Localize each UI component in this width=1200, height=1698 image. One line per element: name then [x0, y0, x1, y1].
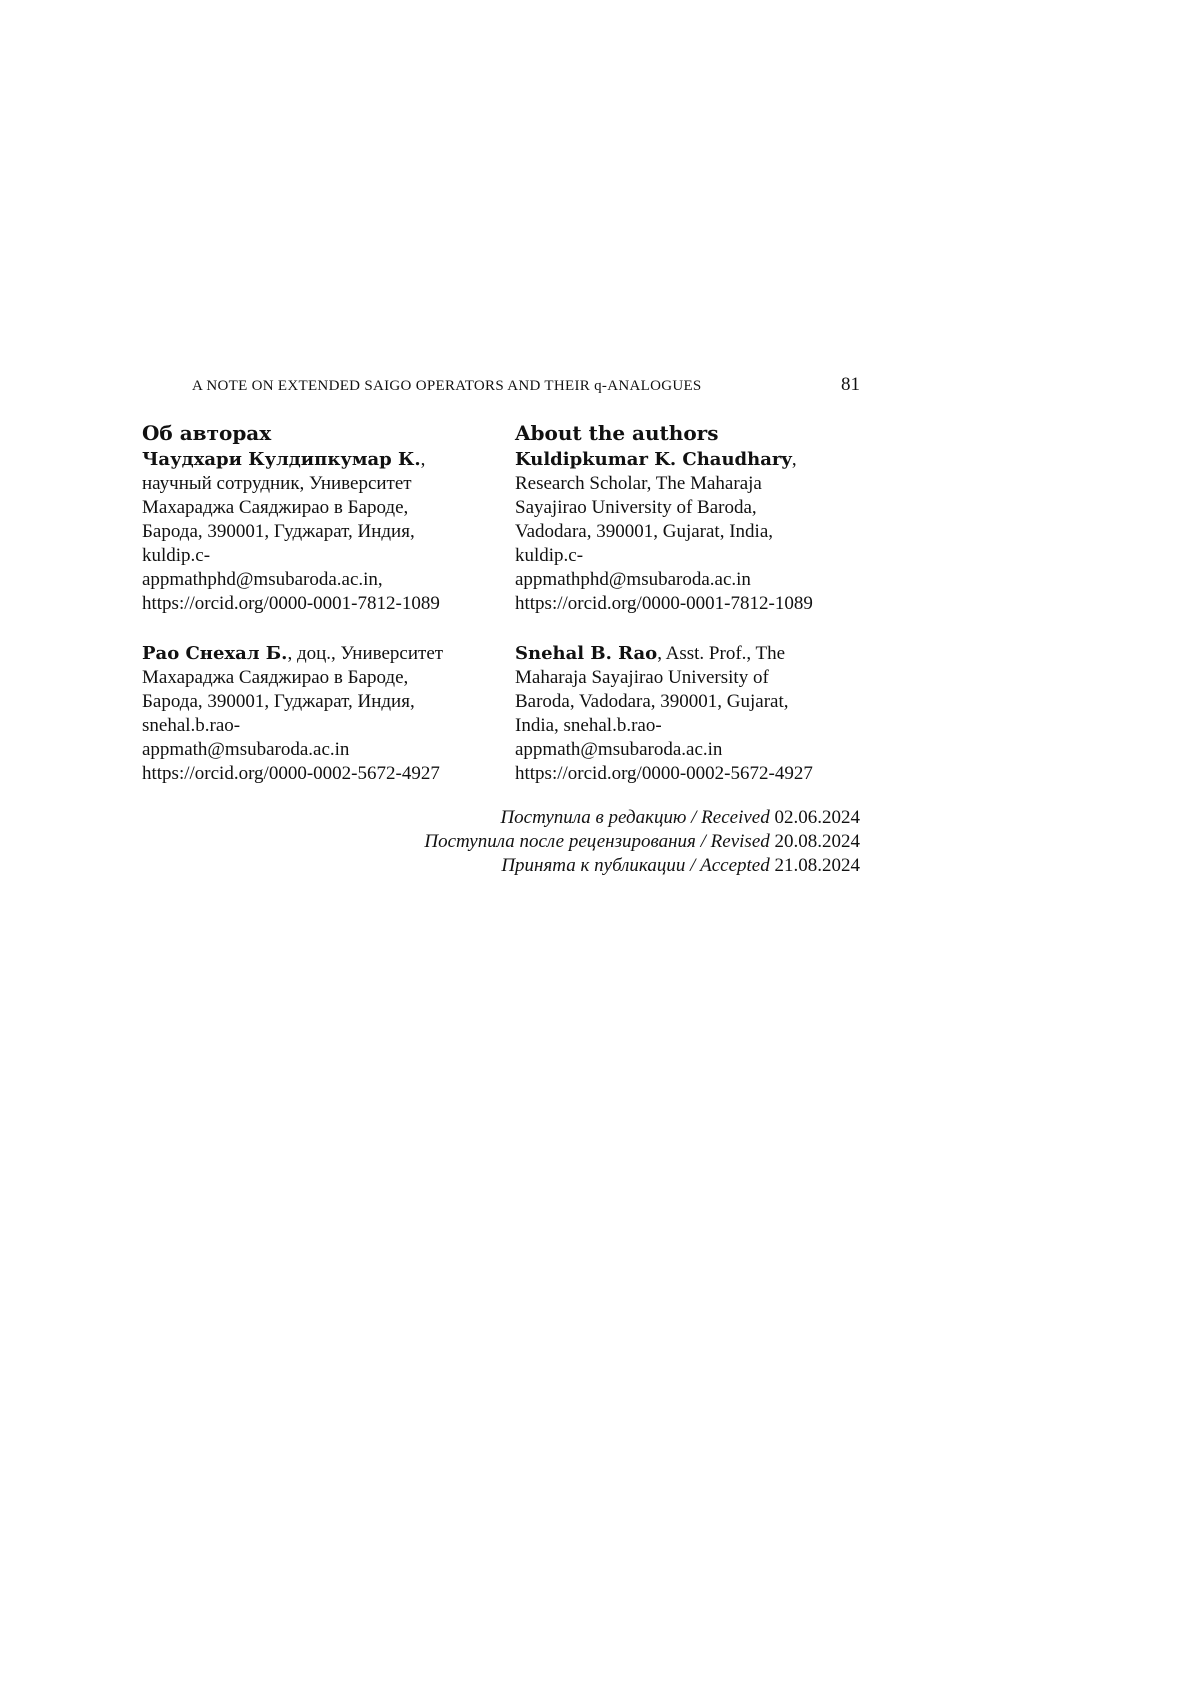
author-line: Maharaja Sayajirao University of	[515, 667, 769, 688]
accepted-line	[424, 854, 860, 878]
revised-line	[424, 830, 860, 854]
received-date: 02.06.2024	[774, 807, 860, 828]
author-name: Snehal B. Rao	[515, 643, 658, 664]
author-name-suffix: ,	[420, 449, 426, 470]
author-orcid-link[interactable]: https://orcid.org/0000-0001-7812-1089	[515, 593, 813, 614]
revised-label: Поступила после рецензирования / Revised	[424, 831, 770, 852]
section-heading-ru: Об авторах	[142, 421, 272, 445]
author-email-part: appmath@msubaroda.ac.in	[515, 739, 723, 760]
author-name-line	[142, 642, 492, 666]
submission-dates	[424, 806, 860, 878]
author-orcid-link[interactable]: https://orcid.org/0000-0002-5672-4927	[142, 763, 440, 784]
author-name-line	[515, 448, 865, 472]
running-head	[192, 374, 860, 398]
author-line: научный сотрудник, Университет	[142, 473, 412, 494]
author-email-part: appmathphd@msubaroda.ac.in,	[142, 569, 383, 590]
author-name-line	[515, 642, 865, 666]
author-line: Барода, 390001, Гуджарат, Индия,	[142, 691, 415, 712]
author-name: Чаудхари Кулдипкумар К.	[142, 449, 421, 470]
accepted-label: Принята к публикации / Accepted	[501, 855, 770, 876]
accepted-date: 21.08.2024	[774, 855, 860, 876]
author-email-part: appmath@msubaroda.ac.in	[142, 739, 350, 760]
author-email-part: snehal.b.rao-	[142, 715, 241, 736]
author-email-part: kuldip.c-	[142, 545, 211, 566]
author-email-part: kuldip.c-	[515, 545, 584, 566]
author-name-line	[142, 448, 492, 472]
running-title: A NOTE ON EXTENDED SAIGO OPERATORS AND THEIR q-ANALOGUES	[192, 378, 702, 394]
author-line: Baroda, Vadodara, 390001, Gujarat,	[515, 691, 789, 712]
section-heading-en: About the authors	[515, 421, 719, 445]
author-block-en-2	[515, 642, 865, 786]
author-line: Махараджа Саяджирао в Бароде,	[142, 667, 409, 688]
page-number: 81	[841, 374, 860, 395]
author-block-ru-2	[142, 642, 492, 786]
author-line: Барода, 390001, Гуджарат, Индия,	[142, 521, 415, 542]
author-email-part: appmathphd@msubaroda.ac.in	[515, 569, 751, 590]
author-name-suffix: , Asst. Prof., The	[657, 643, 786, 664]
author-line: Research Scholar, The Maharaja	[515, 473, 762, 494]
author-orcid-link[interactable]: https://orcid.org/0000-0002-5672-4927	[515, 763, 813, 784]
author-orcid-link[interactable]: https://orcid.org/0000-0001-7812-1089	[142, 593, 440, 614]
authors-column-en	[515, 420, 865, 786]
authors-column-ru	[142, 420, 492, 786]
author-name-suffix: , доц., Университет	[287, 643, 444, 664]
author-line: Махараджа Саяджирао в Бароде,	[142, 497, 409, 518]
author-email-part: India, snehal.b.rao-	[515, 715, 662, 736]
author-name: Kuldipkumar K. Chaudhary	[515, 449, 792, 470]
author-line: Sayajirao University of Baroda,	[515, 497, 757, 518]
author-block-en-1	[515, 448, 865, 616]
received-label: Поступила в редакцию / Received	[500, 807, 770, 828]
author-line: Vadodara, 390001, Gujarat, India,	[515, 521, 774, 542]
revised-date: 20.08.2024	[774, 831, 860, 852]
author-name-suffix: ,	[791, 449, 797, 470]
author-block-ru-1	[142, 448, 492, 616]
author-name: Рао Снехал Б.	[142, 643, 288, 664]
received-line	[424, 806, 860, 830]
